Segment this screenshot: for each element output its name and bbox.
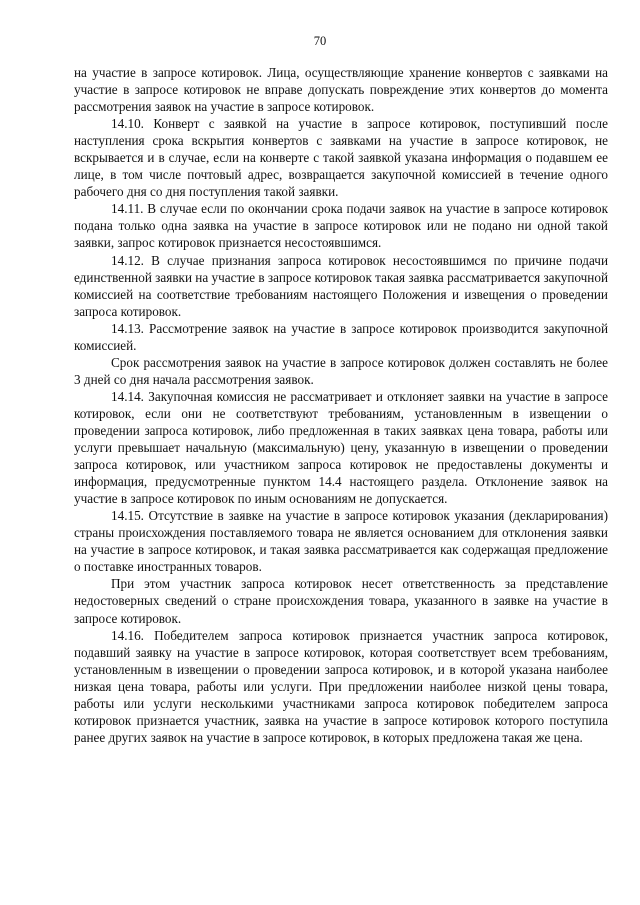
paragraph-14-16: 14.16. Победителем запроса котировок признается участник запроса котировок, подавший заявку на участие в запросе котировок, которая соответствует всем требованиям, установленным в извещении о проведении запроса котировок, и в которой указана наиболее низкая цена товара, работы или услуги. При предложении наиболее низкой цены товара, работы или услуги несколькими участниками запроса котировок победителем запроса котировок признается участник, заявка на участие в запросе котировок которого поступила ранее других заявок на участие в запросе котировок, в которых предложена такая же цена. xyxy=(74,627,608,745)
paragraph-14-12: 14.12. В случае признания запроса котировок несостоявшимся по причине подачи единственной заявки на участие в запросе котировок такая заявка рассматривается закупочной комиссией на соответствие требованиям настоящего Положения и извещения о проведении запроса котировок. xyxy=(74,252,608,319)
paragraph-14-14: 14.14. Закупочная комиссия не рассматривает и отклоняет заявки на участие в запросе котировок, если они не соответствуют требованиям, установленным в извещении о проведении запроса котировок, либо предложенная в таких заявках цена товара, работы или услуги превышает начальную (максимальную) цену, указанную в извещении о проведении запроса котировок, или участником запроса котировок не предоставлены документы и информация, предусмотренные пунктом 14.4 настоящего раздела. Отклонение заявок на участие в запросе котировок по иным основаниям не допускается. xyxy=(74,388,608,507)
paragraph-14-11: 14.11. В случае если по окончании срока подачи заявок на участие в запросе котировок подана только одна заявка на участие в запросе котировок или не подано ни одной такой заявки, запрос котировок признается несостоявшимся. xyxy=(74,201,608,251)
paragraph-14-10: 14.10. Конверт с заявкой на участие в запросе котировок, поступивший после наступления срока вскрытия конвертов с заявками на участие в запросе котировок, не вскрывается и в случае, если на конверте с такой заявкой указана информация о подавшем ее лице, в том числе почтовый адрес, возвращается закупочной комиссией в течение одного рабочего дня со дня поступления такой заявки. xyxy=(74,116,608,200)
page-number: 70 xyxy=(313,34,327,48)
paragraph-14-13: 14.13. Рассмотрение заявок на участие в запросе котировок производится закупочной комиссией. xyxy=(74,320,608,353)
document-body xyxy=(74,64,608,746)
paragraph-review-term: Срок рассмотрения заявок на участие в запросе котировок должен составлять не более 3 дней со дня начала рассмотрения заявок. xyxy=(74,354,608,387)
paragraph-continuation: на участие в запросе котировок. Лица, осуществляющие хранение конвертов с заявками на участие в запросе котировок не вправе допускать повреждение этих конвертов до момента рассмотрения заявок на участие в запросе котировок. xyxy=(74,65,608,115)
paragraph-participant-liability: При этом участник запроса котировок несет ответственность за представление недостоверных сведений о стране происхождения товара, указанного в заявке на участие в запросе котировок. xyxy=(74,576,608,626)
paragraph-14-15: 14.15. Отсутствие в заявке на участие в запросе котировок указания (декларирования) страны происхождения поставляемого товара не является основанием для отклонения заявки на участие в запросе котировок, и такая заявка рассматривается как содержащая предложение о поставке иностранных товаров. xyxy=(74,508,608,575)
